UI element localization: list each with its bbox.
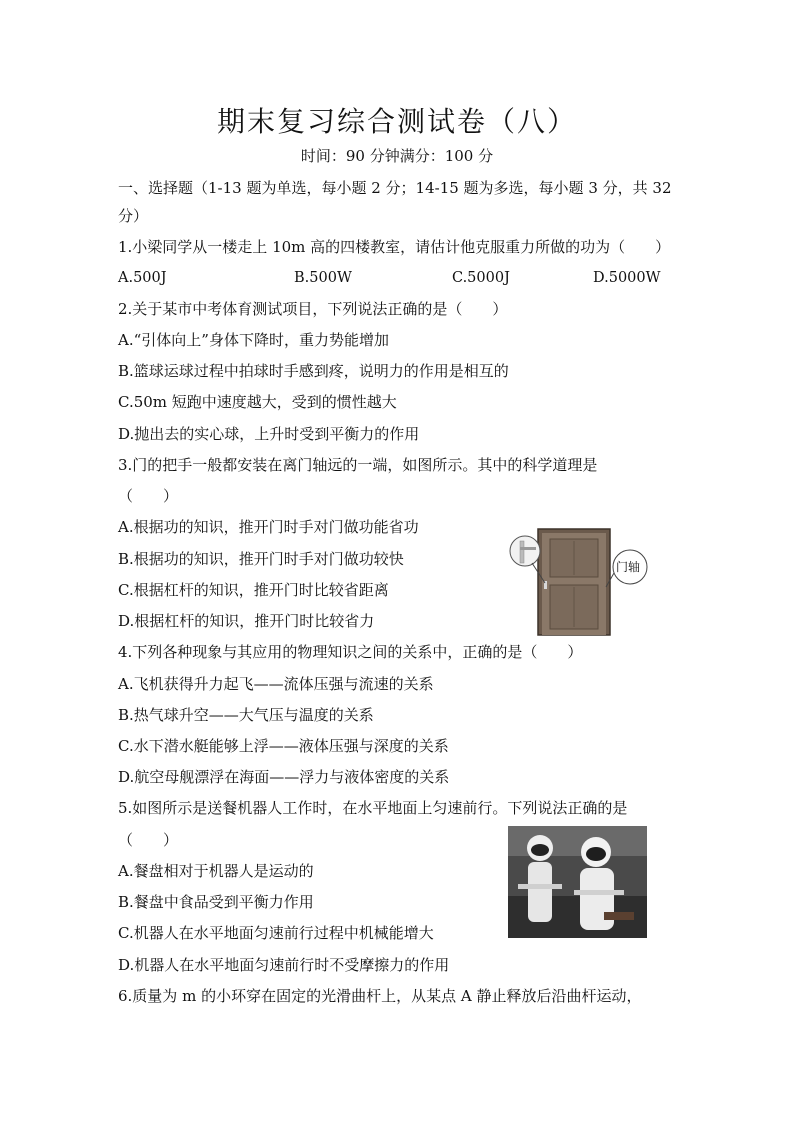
- question-4-option-a: A.飞机获得升力起飞——流体压强与流速的关系: [118, 675, 434, 693]
- door-illustration: [508, 527, 650, 637]
- question-5-option-d: D.机器人在水平地面匀速前行时不受摩擦力的作用: [118, 956, 450, 974]
- question-2-stem: 2.关于某市中考体育测试项目，下列说法正确的是（ ）: [118, 300, 508, 318]
- question-6-stem: 6.质量为 m 的小环穿在固定的光滑曲杆上，从某点 A 静止释放后沿曲杆运动，: [118, 987, 642, 1005]
- question-2-option-d: D.抛出去的实心球，上升时受到平衡力的作用: [118, 425, 420, 443]
- question-3-option-b: B.根据功的知识，推开门时手对门做功较快: [118, 550, 404, 568]
- question-1-option-a: A.500J: [118, 270, 167, 286]
- section-heading: 一、选择题（1-13 题为单选，每小题 2 分；14-15 题为多选，每小题 3 分，共 32: [118, 179, 672, 197]
- section-heading-cont: 分）: [118, 207, 149, 225]
- question-3-option-d: D.根据杠杆的知识，推开门时比较省力: [118, 612, 375, 630]
- question-2-option-c: C.50m 短跑中速度越大，受到的惯性越大: [118, 393, 397, 411]
- exam-time-score: 时间：90 分钟满分：100 分: [300, 147, 494, 165]
- question-3-option-a: A.根据功的知识，推开门时手对门做功能省功: [118, 518, 419, 536]
- question-5-stem-cont: （ ）: [118, 831, 179, 849]
- door-hinge-label: 门轴: [616, 560, 641, 574]
- robot-illustration: [508, 826, 647, 938]
- question-4-option-c: C.水下潜水艇能够上浮——液体压强与深度的关系: [118, 737, 449, 755]
- question-3-stem: 3.门的把手一般都安装在离门轴远的一端，如图所示。其中的科学道理是: [118, 456, 598, 474]
- question-5-option-c: C.机器人在水平地面匀速前行过程中机械能增大: [118, 924, 434, 942]
- question-4-stem: 4.下列各种现象与其应用的物理知识之间的关系中，正确的是（ ）: [118, 643, 583, 661]
- question-5-stem: 5.如图所示是送餐机器人工作时，在水平地面上匀速前行。下列说法正确的是: [118, 799, 628, 817]
- question-3-stem-cont: （ ）: [118, 487, 179, 505]
- question-3-option-c: C.根据杠杆的知识，推开门时比较省距离: [118, 581, 389, 599]
- door-figure: [508, 527, 650, 637]
- question-5-option-b: B.餐盘中食品受到平衡力作用: [118, 893, 314, 911]
- question-2-option-b: B.篮球运球过程中拍球时手感到疼，说明力的作用是相互的: [118, 362, 509, 380]
- question-2-option-a: A.“引体向上”身体下降时，重力势能增加: [118, 331, 389, 349]
- question-1-option-b: B.500W: [294, 270, 352, 286]
- question-4-option-b: B.热气球升空——大气压与温度的关系: [118, 706, 374, 724]
- page-title: 期末复习综合测试卷（八）: [216, 105, 577, 138]
- robot-photo: [508, 826, 647, 938]
- question-4-option-d: D.航空母舰漂浮在海面——浮力与液体密度的关系: [118, 768, 450, 786]
- question-1-option-d: D.5000W: [593, 270, 661, 286]
- question-1-option-c: C.5000J: [452, 270, 510, 286]
- question-5-option-a: A.餐盘相对于机器人是运动的: [118, 862, 314, 880]
- question-1-stem: 1.小梁同学从一楼走上 10m 高的四楼教室，请估计他克服重力所做的功为（ ）: [118, 238, 671, 256]
